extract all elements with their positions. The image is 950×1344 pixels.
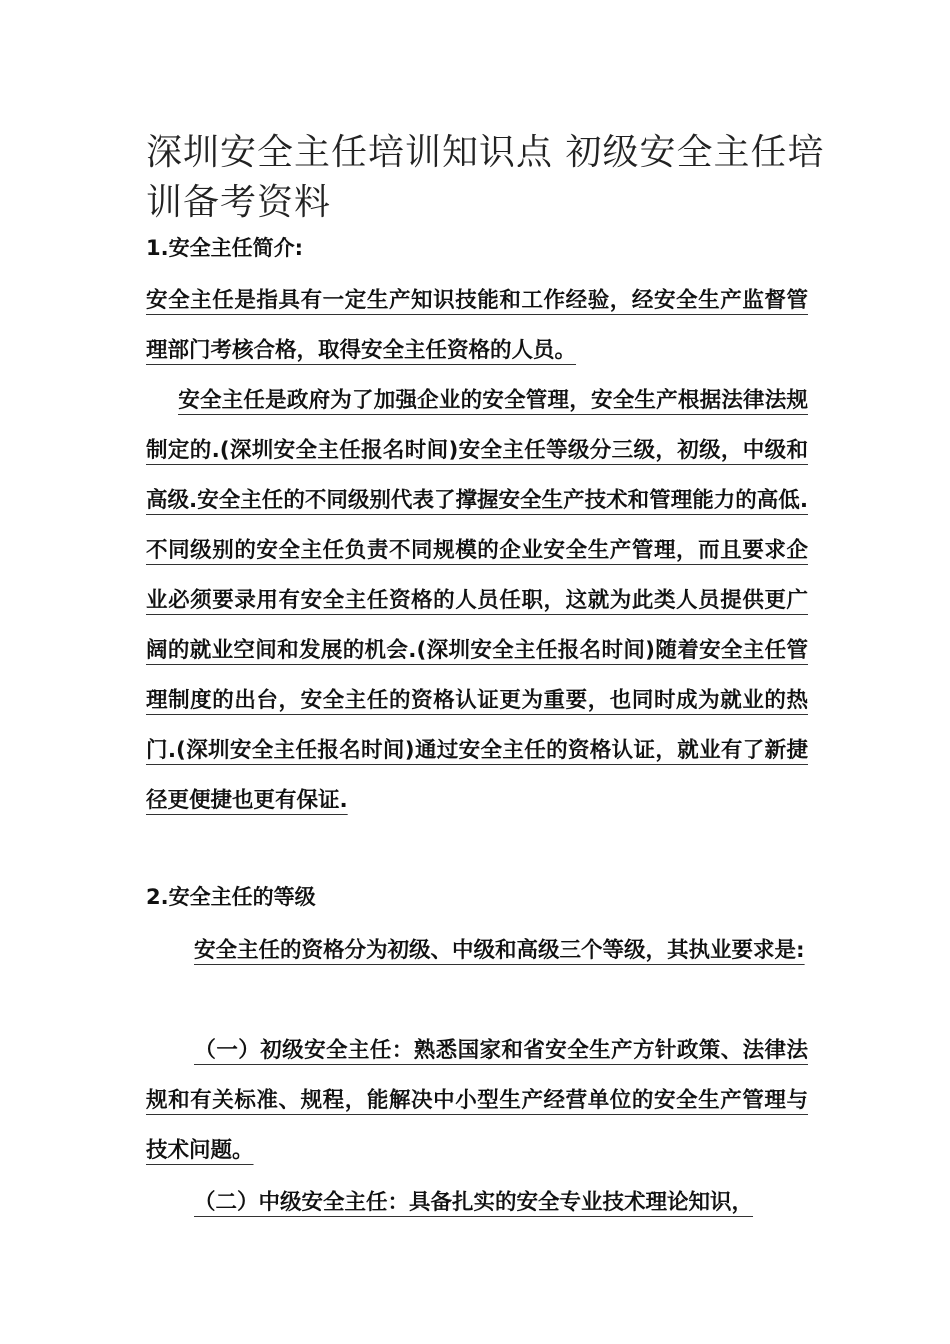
paragraph-junior-level <box>146 1026 808 1176</box>
paragraph-text: （二）中级安全主任：具备扎实的安全专业技术理论知识， <box>194 1190 754 1215</box>
paragraph-text: 安全主任是指具有一定生产知识技能和工作经验，经安全生产监督管理部门考核合格，取得安全主任资格的人员。 <box>146 288 808 363</box>
document-title: 深圳安全主任培训知识点 初级安全主任培训备考资料 <box>146 132 825 223</box>
paragraph-text: （一）初级安全主任：熟悉国家和省安全生产方针政策、法律法规和有关标准、规程，能解决中小型生产经营单位的安全生产管理与技术问题。 <box>146 1038 808 1163</box>
paragraph-levels-intro <box>146 926 808 976</box>
section-heading-intro: 1.安全主任简介: <box>146 236 303 260</box>
paragraph-text: 安全主任是政府为了加强企业的安全管理，安全生产根据法律法规制定的.(深圳安全主任报名时间)安全主任等级分三级，初级，中级和高级.安全主任的不同级别代表了撑握安全生产技术和管理能力的高低.不同级别的安全主任负责不同规模的企业安全生产管理，而且要求企业必须要录用有安全主任资格的人员任职，这就为此类人员提供更广阔的就业空间和发展的机会.(深圳安全主任报名时间)随着安全主任管理制度的出台，安全主任的资格认证更为重要，也同时成为就业的热门.(深圳安全主任报名时间)通过安全主任的资格认证，就业有了新捷径更便捷也更有保证. <box>146 388 808 813</box>
paragraph-text: 安全主任的资格分为初级、中级和高级三个等级，其执业要求是: <box>194 938 805 963</box>
paragraph-intro-body <box>146 376 808 826</box>
paragraph-definition <box>146 276 808 376</box>
section-heading-levels: 2.安全主任的等级 <box>146 885 316 909</box>
paragraph-intermediate-level <box>146 1178 808 1228</box>
